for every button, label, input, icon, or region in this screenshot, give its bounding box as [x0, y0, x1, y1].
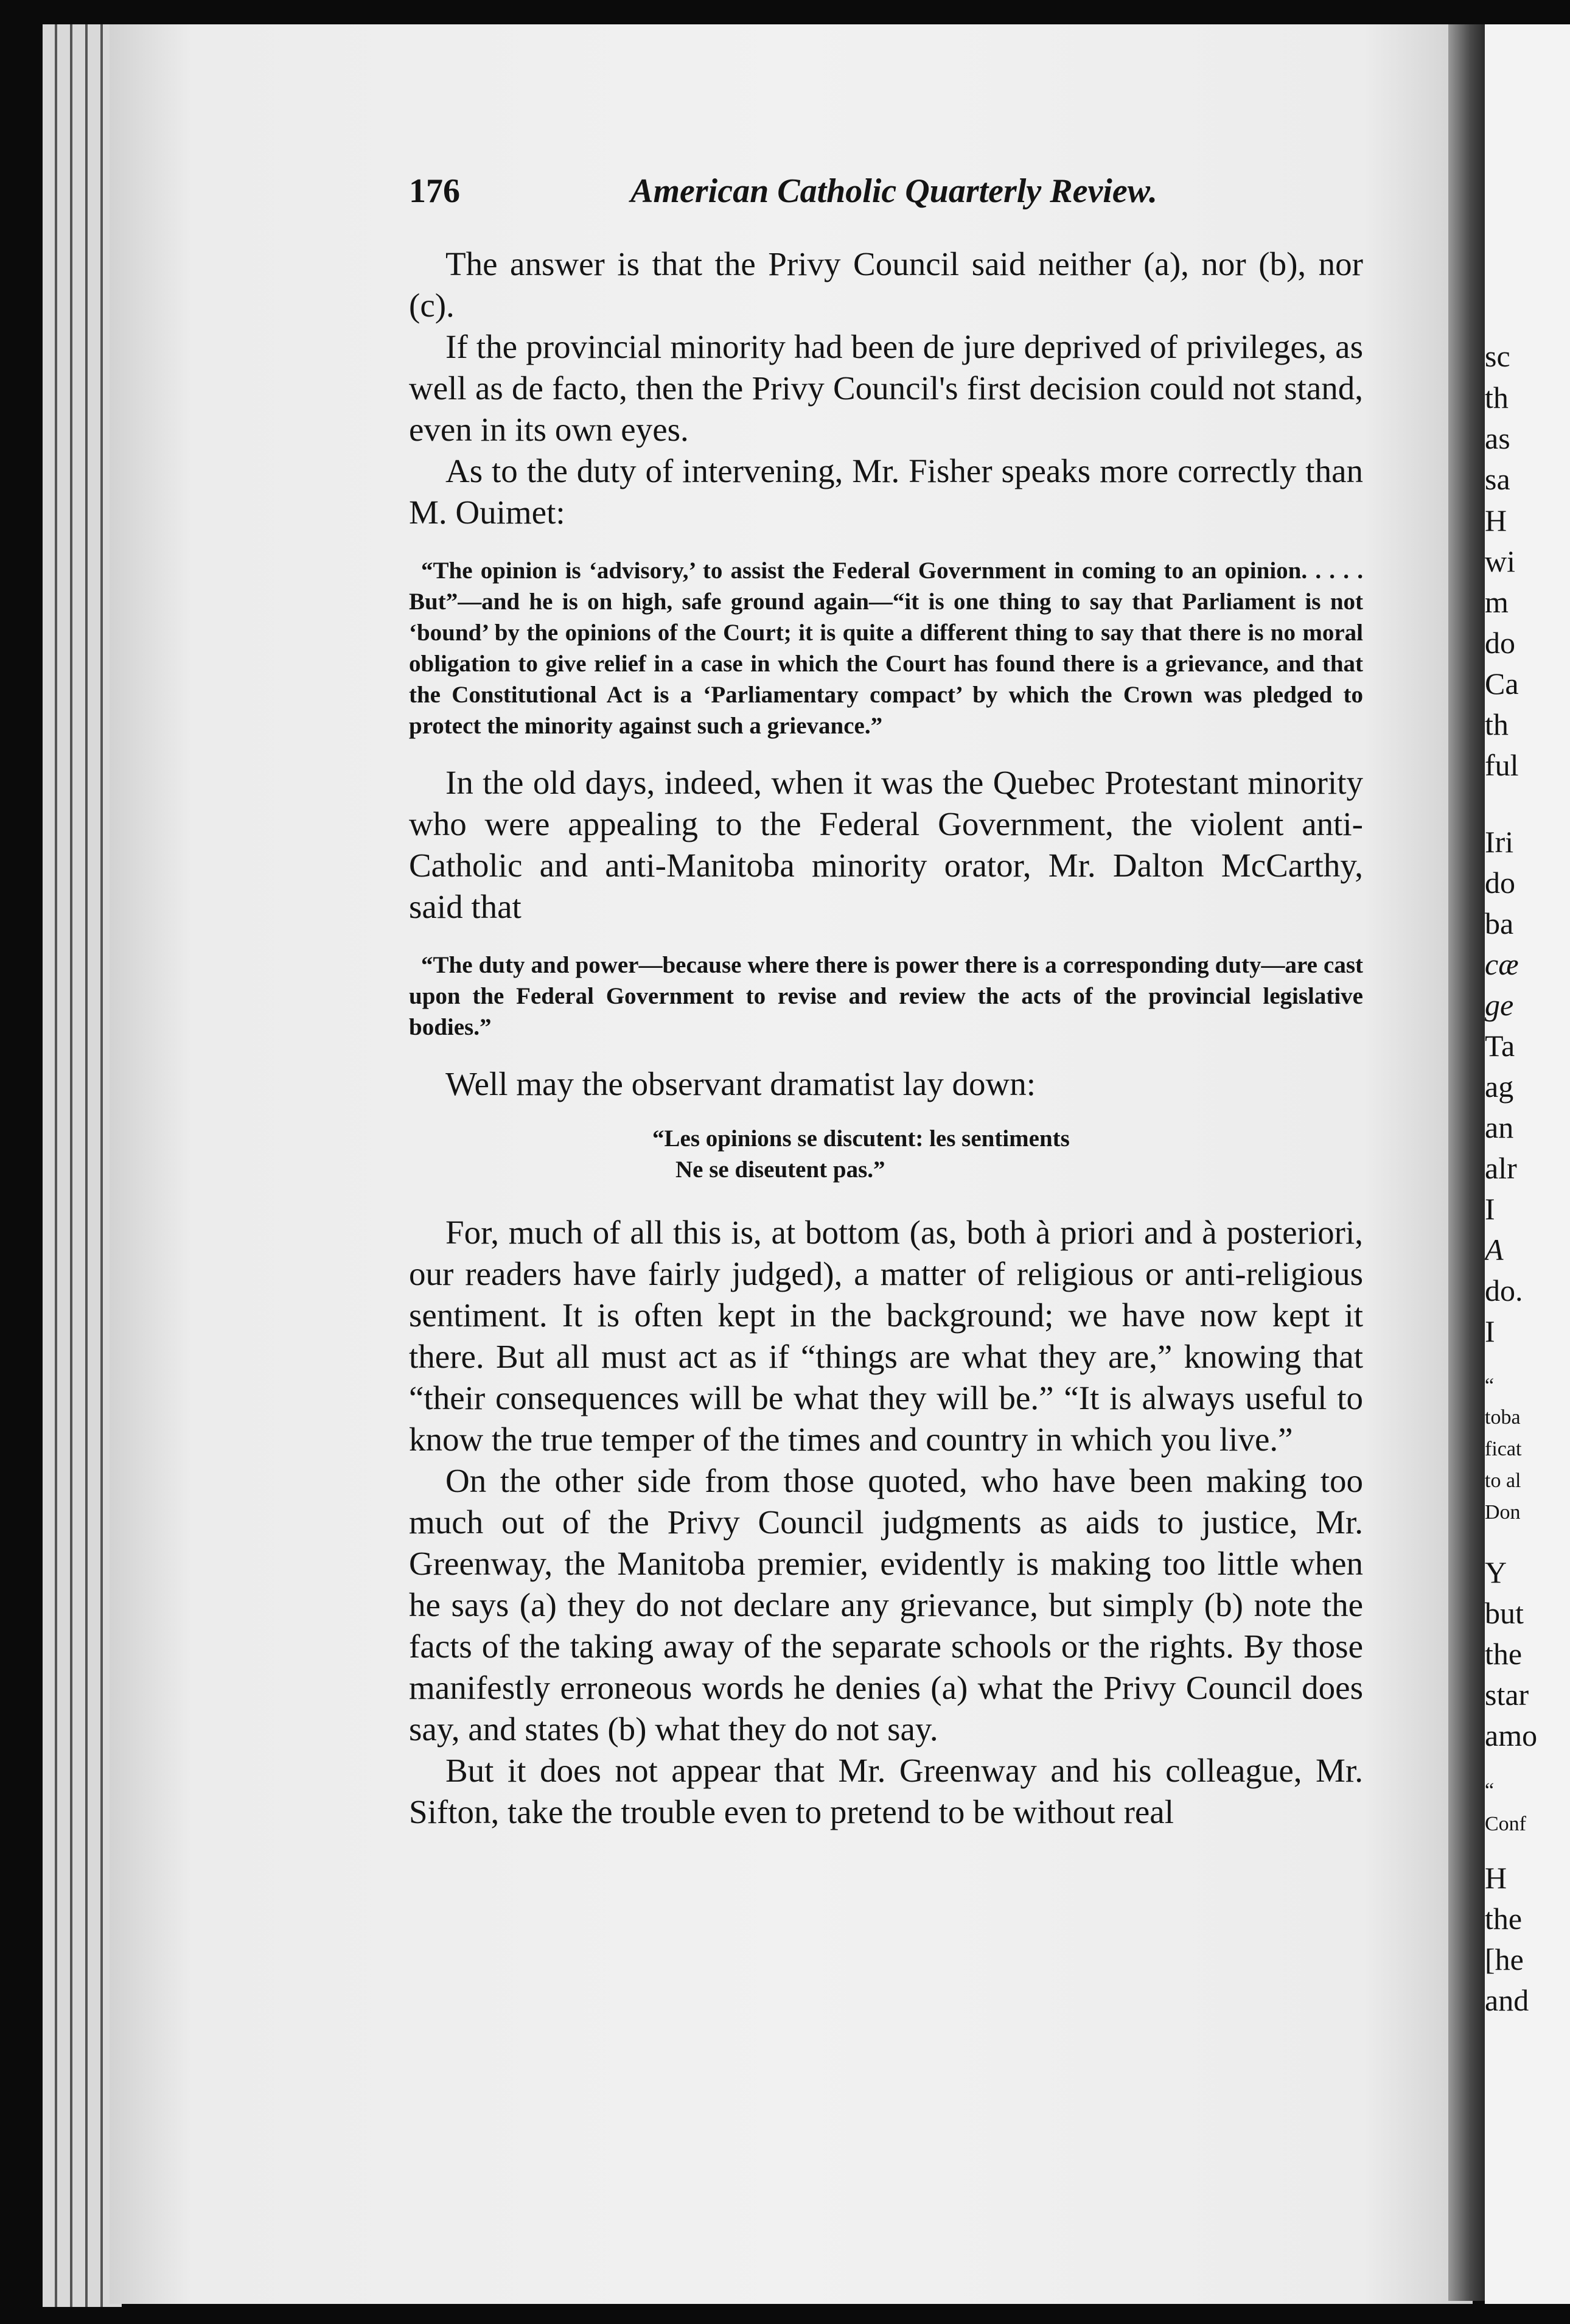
facing-fragment: toba — [1485, 1406, 1521, 1429]
facing-fragment: H — [1485, 1861, 1507, 1895]
facing-fragment: as — [1485, 421, 1510, 455]
facing-fragment: ag — [1485, 1069, 1514, 1104]
facing-fragment: H — [1485, 503, 1507, 537]
facing-fragment: Iri — [1485, 825, 1514, 859]
facing-fragment: I — [1485, 1192, 1495, 1226]
facing-fragment: do. — [1485, 1273, 1523, 1307]
facing-fragment: ficat — [1485, 1438, 1522, 1460]
paragraph: But it does not appear that Mr. Greenway and his colleague, Mr. Sifton, take the trouble even to pretend to be without real — [409, 1752, 1363, 1830]
verse-line: Ne se diseutent pas.” — [675, 1157, 885, 1183]
facing-fragment: to al — [1485, 1469, 1521, 1492]
facing-fragment: ba — [1485, 906, 1514, 940]
running-header — [409, 172, 1157, 214]
facing-fragment: th — [1485, 380, 1509, 415]
facing-fragment: and — [1485, 1983, 1529, 2017]
paragraph: On the other side from those quoted, who have been making too much out of the Privy Council judgments as aids to justice, Mr. Greenway, the Manitoba premier, evidently is making too little when he says (a) they do not declare any grievance, but simply (b) note the facts of the taking away of the separate schools or the rights. By those manifestly erroneous words he denies (a) what the Privy Council does say, and states (b) what they do not say. — [409, 1462, 1363, 1748]
facing-fragment: Ca — [1485, 667, 1519, 701]
facing-fragment: sa — [1485, 462, 1510, 496]
facing-fragment: “ — [1485, 1779, 1495, 1802]
block-quote: “The duty and power—because where there is power there is a corresponding duty—are cast upon the Federal Government to revise and review the acts of the provincial legislative bodies.” — [409, 952, 1363, 1040]
facing-fragment: [he — [1485, 1942, 1524, 1976]
facing-fragment: sc — [1485, 339, 1510, 373]
facing-fragment: an — [1485, 1110, 1514, 1144]
facing-fragment: Conf — [1485, 1813, 1526, 1835]
facing-fragment: Ta — [1485, 1029, 1515, 1063]
paragraph: In the old days, indeed, when it was the Quebec Protestant minority who were appealing to the Federal Government, the violent anti-Catholic and anti-Manitoba minority orator, Mr. Dalton McCarthy, said that — [409, 764, 1363, 925]
facing-fragment: “ — [1485, 1374, 1495, 1397]
facing-fragment: ful — [1485, 748, 1519, 782]
facing-fragment: wi — [1485, 544, 1515, 578]
facing-fragment: star — [1485, 1678, 1529, 1712]
running-title: American Catholic Quarterly Review. — [630, 172, 1157, 210]
facing-fragment: th — [1485, 707, 1509, 741]
facing-fragment: Don — [1485, 1501, 1521, 1524]
paragraph: Well may the observant dramatist lay down: — [445, 1065, 1036, 1102]
facing-fragment: the — [1485, 1902, 1523, 1936]
paragraph: The answer is that the Privy Council said neither (a), nor (b), nor (c). — [409, 245, 1363, 324]
block-quote: “The opinion is ‘advisory,’ to assist the Federal Government in coming to an opinion. . . . . But”—and he is on high, safe ground again—“it is one thing to say that Parliament is not ‘bound’ by the opinions of the Court; it is quite a different thing to say that there is no moral obligation to give relief in a case in which the Court has found there is a grievance, and that the Constitutional Act is a ‘Parliamentary compact’ by which the Crown was pledged to protect the minority against such a grievance.” — [409, 558, 1363, 739]
main-text-column — [409, 243, 1363, 1833]
facing-fragment: cæ — [1485, 947, 1519, 981]
facing-fragment: the — [1485, 1637, 1523, 1671]
page-number: 176 — [409, 172, 460, 210]
facing-page-edge — [1485, 24, 1570, 2304]
facing-fragment: do — [1485, 626, 1515, 660]
verse-quote — [652, 1123, 1363, 1185]
facing-fragment: but — [1485, 1596, 1524, 1630]
facing-fragment: amo — [1485, 1718, 1538, 1752]
facing-fragment: I — [1485, 1314, 1495, 1348]
facing-fragment: ge — [1485, 988, 1514, 1022]
verse-line: “Les opinions se discutent: les sentiments — [652, 1125, 1070, 1152]
page-gutter — [1448, 24, 1485, 2301]
paragraph: For, much of all this is, at bottom (as, both à priori and à posteriori, our readers have fairly judged), a matter of religious or anti-religious sentiment. It is often kept in the background; we have now kept it there. But all must act as if “things are what they are,” knowing that “their consequences will be what they will be.” “It is always useful to know the true temper of the times and country in which you live.” — [409, 1214, 1363, 1458]
facing-fragment: alr — [1485, 1151, 1517, 1185]
paragraph: As to the duty of intervening, Mr. Fisher speaks more correctly than M. Ouimet: — [409, 452, 1363, 531]
paragraph: If the provincial minority had been de jure deprived of privileges, as well as de facto, then the Privy Council's first decision could not stand, even in its own eyes. — [409, 328, 1363, 448]
facing-fragment: A — [1485, 1233, 1504, 1267]
facing-fragment: Y — [1485, 1555, 1507, 1589]
facing-fragment: m — [1485, 585, 1509, 619]
facing-fragment: do — [1485, 866, 1515, 900]
